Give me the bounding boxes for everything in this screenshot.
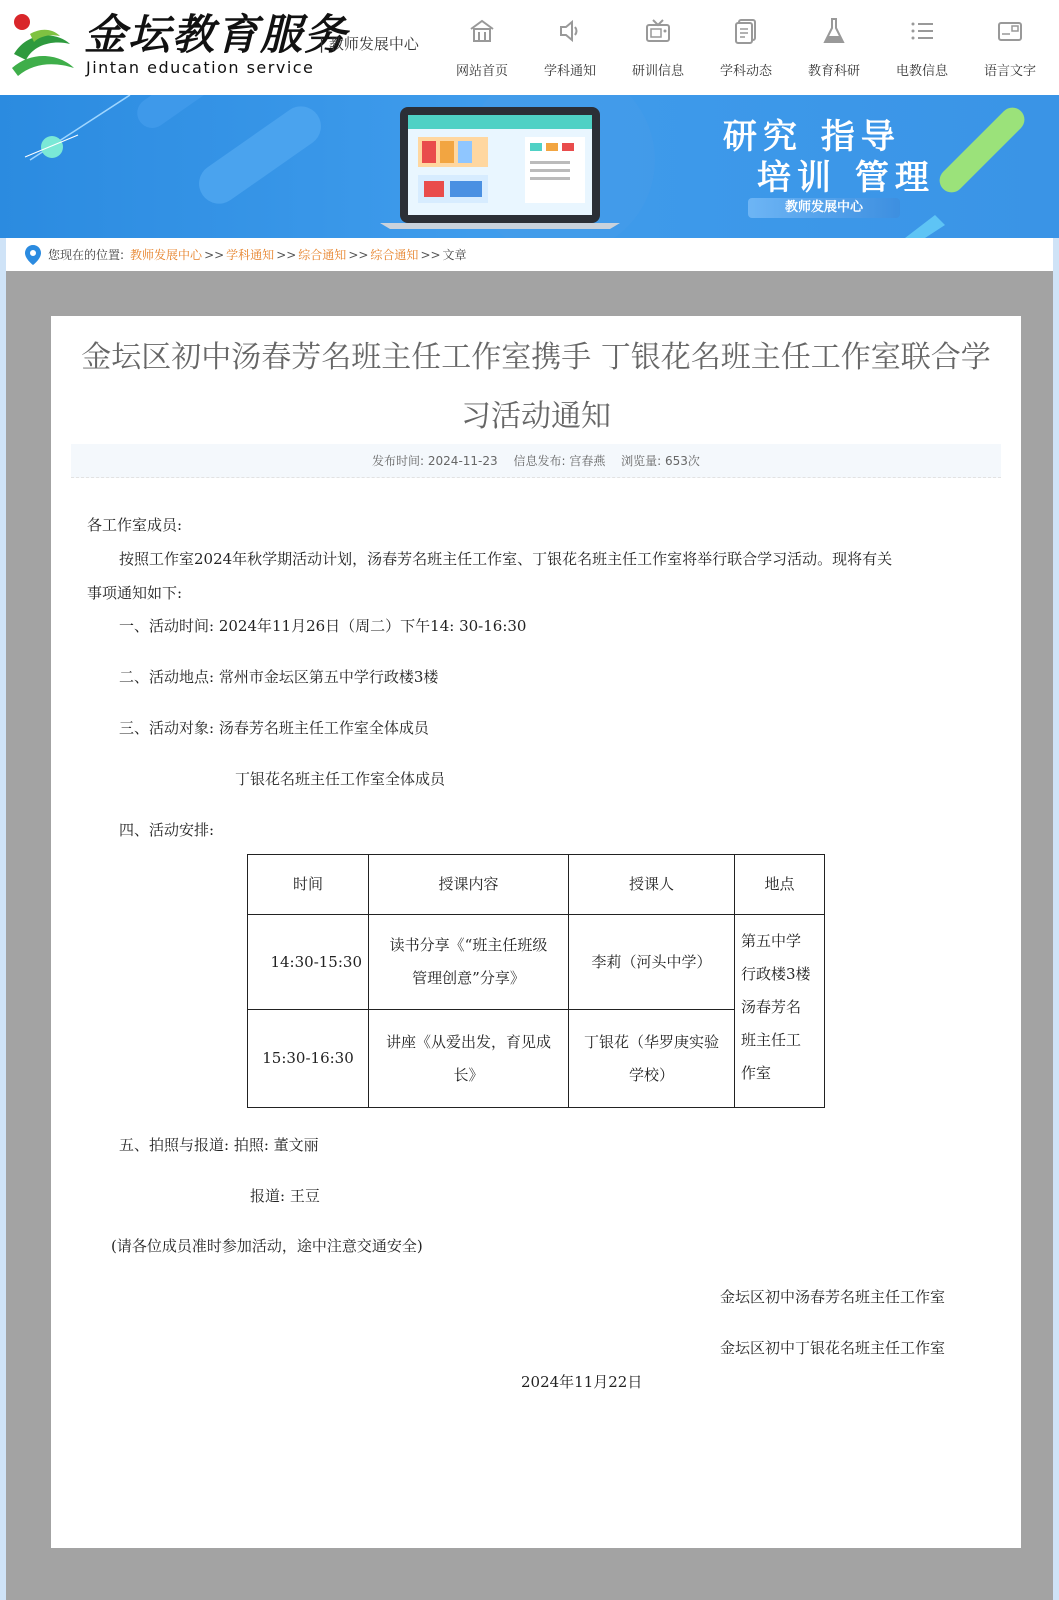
table-header-content: 授课内容 bbox=[369, 855, 569, 915]
table-header-row bbox=[248, 855, 825, 915]
breadcrumb-link-general-notice[interactable]: 综合通知 bbox=[298, 248, 347, 262]
breadcrumb-separator: >> bbox=[204, 247, 225, 262]
banner-slogan-line-1: 研究 指导 bbox=[723, 117, 901, 157]
article-card bbox=[51, 316, 1021, 1548]
table-cell-time: 14:30-15:30 bbox=[248, 915, 369, 1010]
location-pin-icon bbox=[24, 244, 42, 266]
article-body bbox=[51, 316, 1021, 1548]
table-header-teacher: 授课人 bbox=[569, 855, 735, 915]
nav-label: 研训信息 bbox=[631, 64, 684, 79]
list-icon bbox=[907, 16, 937, 46]
breadcrumb-link-general-notice-2[interactable]: 综合通知 bbox=[370, 248, 419, 262]
nav-label: 学科动态 bbox=[719, 64, 772, 79]
activity-target-2: 丁银花名班主任工作室全体成员 bbox=[235, 770, 446, 788]
signature-1: 金坛区初中汤春芳名班主任工作室 bbox=[720, 1288, 946, 1306]
content-line: 管理创意”分享》 bbox=[412, 969, 525, 987]
location-line: 班主任工 bbox=[741, 1031, 802, 1049]
table-cell-content bbox=[369, 1010, 569, 1108]
table-cell-content bbox=[369, 915, 569, 1010]
breadcrumb-separator: >> bbox=[420, 247, 441, 262]
nav-label: 语言文字 bbox=[983, 64, 1036, 79]
table-cell-location bbox=[735, 915, 825, 1108]
logo-subtitle: | 教师发展中心 bbox=[319, 35, 419, 53]
breadcrumb-separator: >> bbox=[348, 247, 369, 262]
document-icon bbox=[731, 16, 761, 46]
card-icon bbox=[995, 16, 1025, 46]
publish-time: 发布时间: 2024-11-23 bbox=[372, 454, 498, 468]
greeting: 各工作室成员: bbox=[87, 516, 183, 534]
teacher-line: 学校） bbox=[628, 1065, 674, 1084]
breadcrumb bbox=[6, 238, 1053, 271]
activity-place: 二、活动地点: 常州市金坛区第五中学行政楼3楼 bbox=[119, 668, 439, 686]
hero-banner bbox=[0, 95, 1059, 238]
nav-item-subject-news[interactable] bbox=[702, 12, 790, 82]
content-line: 长》 bbox=[453, 1065, 484, 1084]
flask-icon bbox=[819, 16, 849, 46]
activity-schedule-heading: 四、活动安排: bbox=[119, 821, 215, 839]
teacher-line: 丁银花（华罗庚实验 bbox=[583, 1032, 719, 1051]
content-line: 讲座《从爱出发，育见成 bbox=[385, 1032, 551, 1051]
banner-slogan-line-2: 培训 管理 bbox=[757, 158, 935, 198]
activity-target: 三、活动对象: 汤春芳名班主任工作室全体成员 bbox=[119, 719, 429, 737]
signature-2: 金坛区初中丁银花名班主任工作室 bbox=[720, 1339, 946, 1357]
breadcrumb-current: 文章 bbox=[442, 248, 467, 262]
nav-item-education-research[interactable] bbox=[790, 12, 878, 82]
table-header-time: 时间 bbox=[248, 855, 369, 915]
banner-badge: 教师发展中心 bbox=[748, 198, 900, 218]
table-cell-time: 15:30-16:30 bbox=[248, 1010, 369, 1108]
table-cell-teacher: 李莉（河头中学） bbox=[569, 915, 735, 1010]
breadcrumb-separator: >> bbox=[276, 247, 297, 262]
nav-item-home[interactable] bbox=[438, 12, 526, 82]
logo-chinese-text[interactable]: 金坛教育服务 bbox=[84, 10, 349, 59]
table-row bbox=[248, 915, 825, 1010]
logo-english-text[interactable]: Jintan education service bbox=[86, 58, 315, 77]
intro-paragraph: 按照工作室2024年秋学期活动计划，汤春芳名班主任工作室、丁银花名班主任工作室将举行联合学习活动。现将有关 bbox=[119, 550, 893, 568]
nav-item-training-info[interactable] bbox=[614, 12, 702, 82]
location-line: 汤春芳名 bbox=[741, 998, 802, 1016]
signature-date: 2024年11月22日 bbox=[521, 1373, 643, 1391]
speaker-icon bbox=[555, 16, 585, 46]
schedule-table bbox=[247, 854, 825, 1108]
location-line: 行政楼3楼 bbox=[741, 965, 811, 983]
safety-note: (请各位成员准时参加活动，途中注意交通安全) bbox=[111, 1237, 423, 1255]
article-title: 金坛区初中汤春芳名班主任工作室携手 丁银花名班主任工作室联合学习活动通知 bbox=[81, 340, 991, 434]
location-line: 作室 bbox=[741, 1064, 772, 1082]
breadcrumb-link-subject-notice[interactable]: 学科通知 bbox=[226, 248, 275, 262]
report-author: 报道: 王豆 bbox=[250, 1187, 320, 1205]
logo-icon[interactable] bbox=[8, 10, 78, 80]
nav-item-e-learning[interactable] bbox=[878, 12, 966, 82]
publisher: 信息发布: 宫春燕 bbox=[513, 454, 606, 468]
home-icon bbox=[467, 16, 497, 46]
activity-time: 一、活动时间: 2024年11月26日（周二）下午14: 30-16:30 bbox=[119, 617, 527, 635]
nav-item-subject-notice[interactable] bbox=[526, 12, 614, 82]
table-cell-teacher bbox=[569, 1010, 735, 1108]
site-header bbox=[0, 0, 1059, 95]
nav-item-language[interactable] bbox=[966, 12, 1054, 82]
nav-label: 学科通知 bbox=[543, 64, 596, 79]
tv-icon bbox=[643, 16, 673, 46]
content-line: 读书分享《“班主任班级 bbox=[389, 936, 548, 954]
nav-label: 电教信息 bbox=[895, 64, 948, 79]
location-line: 第五中学 bbox=[741, 932, 802, 950]
view-count: 浏览量: 653次 bbox=[621, 454, 700, 468]
intro-paragraph-cont: 事项通知如下: bbox=[87, 584, 183, 602]
main-nav bbox=[438, 12, 1054, 82]
photo-report: 五、拍照与报道: 拍照: 董文丽 bbox=[119, 1136, 319, 1154]
table-header-location: 地点 bbox=[735, 855, 825, 915]
nav-label: 教育科研 bbox=[807, 64, 860, 79]
nav-label: 网站首页 bbox=[455, 64, 508, 79]
breadcrumb-prefix: 您现在的位置: bbox=[48, 248, 125, 262]
breadcrumb-link-teacher-center[interactable]: 教师发展中心 bbox=[130, 248, 203, 262]
